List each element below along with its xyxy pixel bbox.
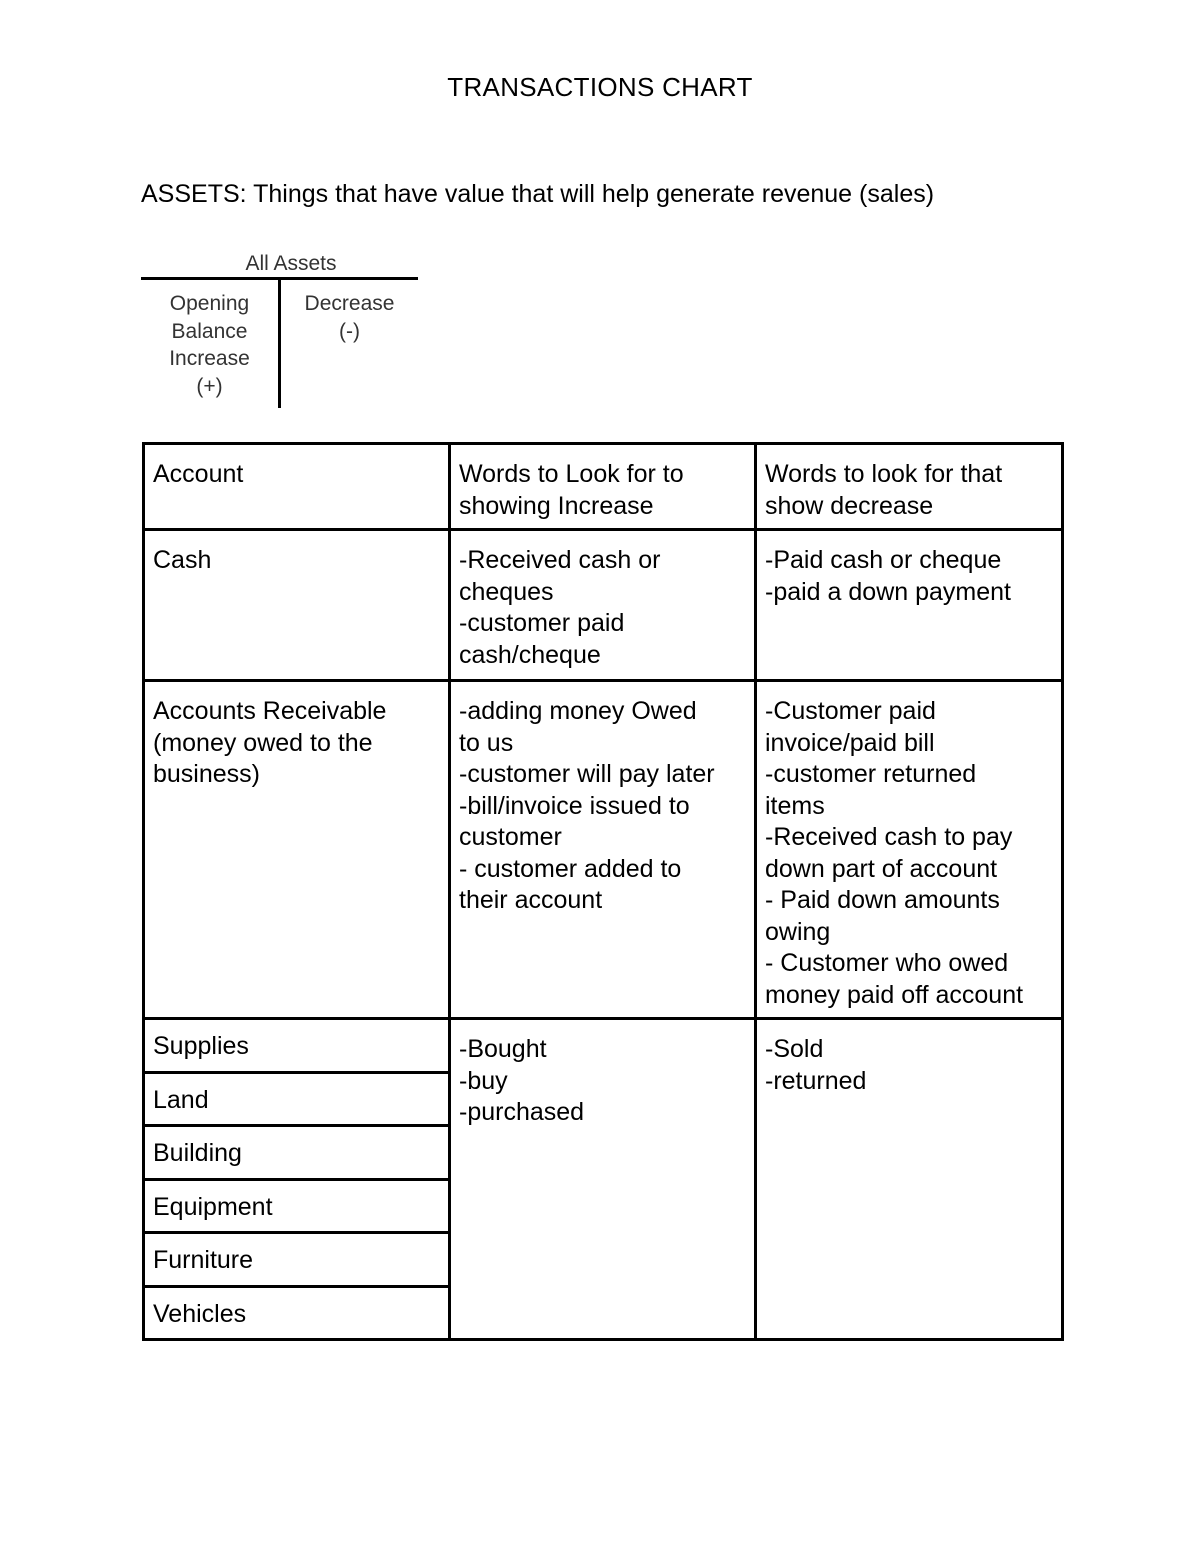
cell-line: -Received cash to pay (765, 823, 1013, 851)
cell-increase-cash (450, 530, 756, 681)
cell-line: -adding money Owed (459, 697, 697, 725)
t-account-debit-side (141, 290, 278, 400)
cell-line: - Customer who owed (765, 949, 1009, 977)
cell-account-furniture: Furniture (144, 1233, 450, 1287)
cell-line: -Received cash or (459, 546, 661, 574)
t-account-debit-line: Increase (169, 347, 250, 370)
cell-increase-accounts-receivable (450, 681, 756, 1019)
header-line: show decrease (765, 491, 934, 520)
cell-decrease-fixed-assets (756, 1019, 1063, 1340)
cell-line: customer (459, 823, 562, 851)
header-line: Account (153, 460, 244, 488)
cell-line: -Customer paid (765, 697, 936, 725)
cell-line: money paid off account (765, 980, 1024, 1009)
table-header-row (144, 444, 1063, 530)
t-account-credit-side (281, 290, 418, 345)
cell-account-vehicles: Vehicles (144, 1286, 450, 1340)
header-account (144, 444, 450, 530)
header-decrease (756, 444, 1063, 530)
cell-line: Accounts Receivable (153, 697, 387, 725)
table-row-cash (144, 530, 1063, 681)
t-account-credit-line: Decrease (304, 292, 395, 315)
cell-line: invoice/paid bill (765, 728, 935, 757)
cell-account-accounts-receivable (144, 681, 450, 1019)
cell-account-equipment: Equipment (144, 1179, 450, 1233)
table-row-accounts-receivable (144, 681, 1063, 1019)
cell-line: (money owed to the (153, 728, 373, 757)
cell-line: -returned (765, 1066, 867, 1095)
cell-line: business) (153, 760, 260, 788)
cell-increase-fixed-assets (450, 1019, 756, 1340)
cell-line: -Sold (765, 1035, 824, 1063)
header-line: Words to Look for to (459, 460, 684, 488)
cell-account-land: Land (144, 1072, 450, 1126)
cell-line: -Paid cash or cheque (765, 546, 1002, 574)
t-account-debit-line: Opening (169, 292, 250, 315)
cell-line: items (765, 791, 825, 820)
t-account-diagram (141, 250, 418, 408)
cell-line: their account (459, 886, 603, 914)
cell-decrease-cash (756, 530, 1063, 681)
assets-definition: ASSETS: Things that have value that will help generate revenue (sales) (141, 180, 935, 208)
cell-line: -purchased (459, 1098, 585, 1126)
cell-account-supplies: Supplies (144, 1019, 450, 1073)
cell-line: - customer added to (459, 854, 682, 883)
cell-line: cheques (459, 577, 554, 606)
cell-line: -customer will pay later (459, 760, 715, 788)
cell-line: -buy (459, 1066, 508, 1095)
cell-decrease-accounts-receivable (756, 681, 1063, 1019)
header-increase (450, 444, 756, 530)
cell-line: -paid a down payment (765, 577, 1011, 606)
cell-line: to us (459, 728, 514, 757)
cell-line: -bill/invoice issued to (459, 791, 690, 820)
cell-line: -customer returned (765, 760, 977, 788)
table-row-supplies (144, 1019, 1063, 1073)
t-account-title: All Assets (245, 252, 337, 275)
cell-line: Cash (153, 546, 212, 574)
cell-line: cash/cheque (459, 640, 601, 669)
header-line: showing Increase (459, 491, 654, 520)
transactions-table (142, 442, 1064, 1341)
cell-line: owing (765, 917, 831, 946)
cell-line: -Bought (459, 1035, 547, 1063)
cell-line: -customer paid (459, 609, 625, 637)
page-title: TRANSACTIONS CHART (447, 72, 753, 102)
cell-line: down part of account (765, 854, 998, 883)
cell-account-building: Building (144, 1126, 450, 1180)
header-line: Words to look for that (765, 460, 1003, 488)
cell-account-cash (144, 530, 450, 681)
cell-line: - Paid down amounts (765, 886, 1000, 914)
t-account-debit-line: (+) (196, 374, 223, 398)
t-account-debit-line: Balance (171, 319, 248, 343)
t-account-credit-line: (-) (339, 319, 360, 343)
